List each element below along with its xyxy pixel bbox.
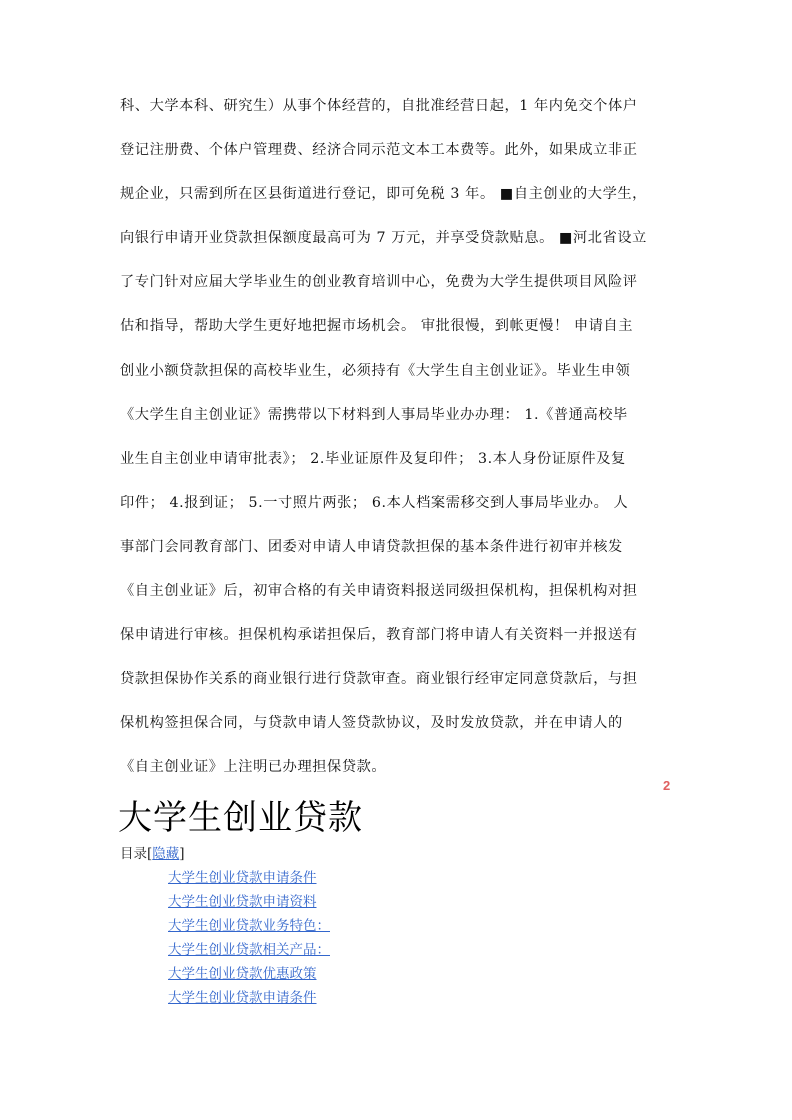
article-title: 大学生创业贷款 — [118, 798, 363, 838]
page-number: 2 — [663, 778, 671, 793]
toc-item — [168, 891, 330, 915]
toc-list — [168, 867, 330, 1011]
body-line: 业生自主创业申请审批表》； 2.毕业证原件及复印件； 3.本人身份证原件及复 — [120, 450, 626, 467]
toc-item — [168, 987, 330, 1011]
toc-item — [168, 939, 330, 963]
toc-link-related-products[interactable]: 大学生创业贷款相关产品： — [168, 942, 330, 958]
body-line: 估和指导，帮助大学生更好地把握市场机会。 审批很慢，到帐更慢！ 申请自主 — [120, 318, 633, 335]
toc-link-application-materials[interactable]: 大学生创业贷款申请资料 — [168, 894, 317, 910]
body-line: 保机构签担保合同，与贷款申请人签贷款协议，及时发放贷款，并在申请人的 — [120, 715, 623, 732]
body-line: 规企业，只需到所在区县街道进行登记，即可免税 3 年。 ■自主创业的大学生， — [120, 186, 647, 203]
body-line: 科、大学本科、研究生）从事个体经营的，自批准经营日起，1 年内免交个体户 — [120, 98, 638, 114]
body-line: 向银行申请开业贷款担保额度最高可为 7 万元，并享受贷款贴息。 ■河北省设立 — [120, 230, 647, 247]
toc-label: 目录 — [120, 846, 147, 862]
toc-item — [168, 867, 330, 891]
toc-item — [168, 963, 330, 987]
toc-header — [120, 844, 185, 864]
body-line: 事部门会同教育部门、团委对申请人申请贷款担保的基本条件进行初审并核发 — [120, 538, 623, 555]
body-line: 《自主创业证》后，初审合格的有关申请资料报送同级担保机构，担保机构对担 — [120, 583, 638, 600]
body-line: 创业小额贷款担保的高校毕业生，必须持有《大学生自主创业证》。毕业生申领 — [120, 362, 631, 379]
body-line: 保申请进行审核。担保机构承诺担保后，教育部门将申请人有关资料一并报送有 — [120, 627, 638, 644]
toc-link-application-conditions-2[interactable]: 大学生创业贷款申请条件 — [168, 990, 317, 1006]
toc-bracket-close: ] — [179, 846, 185, 862]
body-line: 了专门针对应届大学毕业生的创业教育培训中心，免费为大学生提供项目风险评 — [120, 274, 638, 291]
body-line: 登记注册费、个体户管理费、经济合同示范文本工本费等。此外，如果成立非正 — [120, 142, 638, 159]
body-line: 《自主创业证》上注明已办理担保贷款。 — [120, 759, 387, 776]
body-line: 《大学生自主创业证》需携带以下材料到人事局毕业办办理： 1.《普通高校毕 — [120, 406, 628, 423]
body-line: 印件； 4.报到证； 5.一寸照片两张； 6.本人档案需移交到人事局毕业办。 人 — [120, 494, 629, 511]
toc-item — [168, 915, 330, 939]
toc-link-preferential-policies[interactable]: 大学生创业贷款优惠政策 — [168, 966, 317, 982]
toc-hide-link[interactable]: 隐藏 — [152, 846, 180, 862]
toc-link-application-conditions[interactable]: 大学生创业贷款申请条件 — [168, 870, 317, 886]
toc-bracket-open: [ — [147, 846, 153, 862]
toc-link-business-features[interactable]: 大学生创业贷款业务特色： — [168, 918, 330, 934]
body-line: 贷款担保协作关系的商业银行进行贷款审查。商业银行经审定同意贷款后，与担 — [120, 671, 638, 688]
body-paragraph — [120, 92, 647, 798]
